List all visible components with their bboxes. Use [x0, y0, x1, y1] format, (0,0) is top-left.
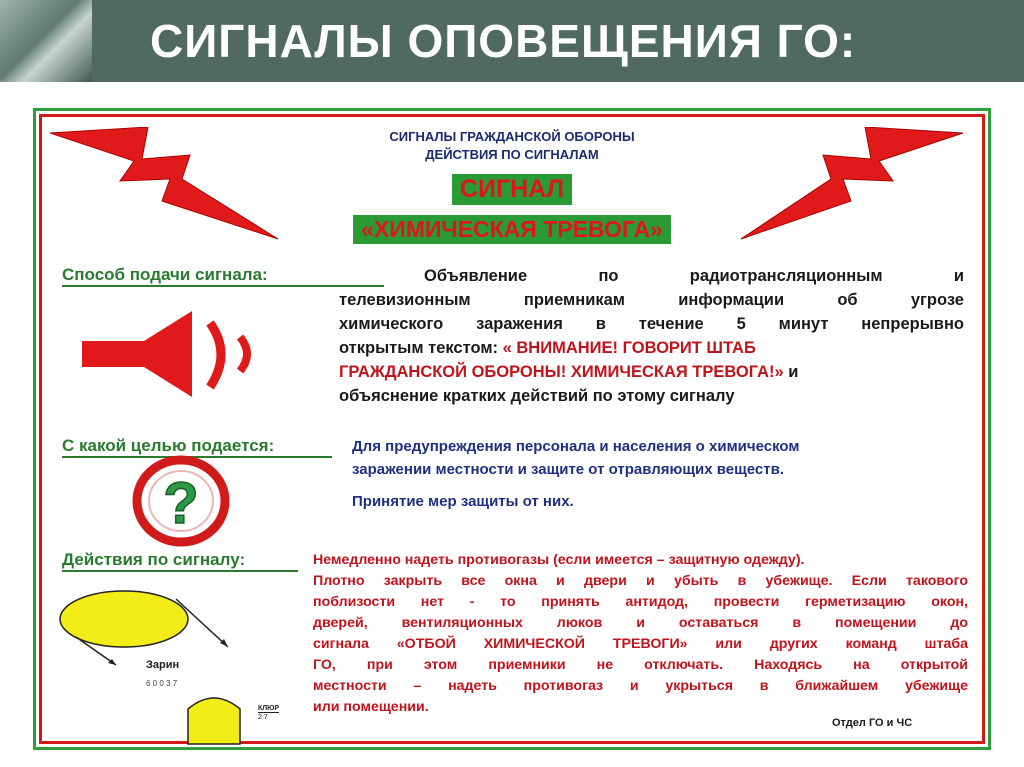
shelter-code-1: КЛЮР	[258, 705, 280, 712]
loudspeaker-icon	[82, 309, 272, 404]
svg-text:?: ?	[163, 471, 199, 536]
section-actions-line-3: поблизости нет - то принять антидод, провести герметизацию окон,	[313, 594, 968, 610]
chemical-cloud-icon	[56, 581, 246, 671]
section-actions-line-6: ГО, при этом приемники не отключать. Находясь на открытой	[313, 657, 968, 673]
section-method-line-4: открытым текстом: « ВНИМАНИЕ! ГОВОРИТ ШТАБ	[339, 339, 756, 357]
section-method-line-5: ГРАЖДАНСКОЙ ОБОРОНЫ! ХИМИЧЕСКАЯ ТРЕВОГА!» и	[339, 363, 799, 381]
signal-word	[36, 174, 988, 205]
agent-code: 6 0 0 3 7	[146, 679, 178, 688]
signal-name-text: «ХИМИЧЕСКАЯ ТРЕВОГА»	[353, 215, 671, 244]
section-purpose-label: С какой целью подается:	[62, 436, 332, 458]
shelter-code-2: 2 7	[258, 714, 268, 721]
section-actions-line-8: или помещении.	[313, 699, 429, 715]
section-method-label: Способ подачи сигнала:	[62, 265, 384, 287]
question-sign-icon	[132, 455, 232, 549]
poster-footer: Отдел ГО и ЧС	[832, 717, 913, 729]
section-purpose-line-1: Для предупреждения персонала и населения о химическом	[352, 438, 800, 455]
shelter-icon	[186, 687, 242, 745]
agent-label: Зарин	[146, 659, 180, 671]
section-actions-line-4: дверей, вентиляционных люков и оставаться в помещении до	[313, 615, 968, 631]
slide-title: СИГНАЛЫ ОПОВЕЩЕНИЯ ГО:	[150, 15, 857, 67]
signal-word-text: СИГНАЛ	[452, 174, 572, 205]
section-method-line-1: Объявление по радиотрансляционным и	[424, 267, 964, 285]
section-method-line-3: химического заражения в течение 5 минут непрерывно	[339, 315, 964, 333]
section-method-line-2: телевизионным приемникам информации об угрозе	[339, 291, 964, 309]
section-method-line-6: объяснение кратких действий по этому сигналу	[339, 387, 735, 405]
section-actions-line-5: сигнала «ОТБОЙ ХИМИЧЕСКОЙ ТРЕВОГИ» или других команд штаба	[313, 636, 968, 652]
section-actions-line-7: местности – надеть противогаз и укрыться в ближайшем убежище	[313, 678, 968, 694]
slide-thumbnail-image	[0, 0, 92, 82]
section-purpose-extra: Принятие мер защиты от них.	[352, 493, 574, 510]
poster-header-line-1: СИГНАЛЫ ГРАЖДАНСКОЙ ОБОРОНЫ	[389, 129, 635, 144]
civil-defense-poster	[33, 108, 991, 750]
signal-name	[36, 215, 988, 244]
section-actions-line-2: Плотно закрыть все окна и двери и убыть в убежище. Если такового	[313, 573, 968, 589]
section-actions-line-1: Немедленно надеть противогазы (если имеется – защитную одежду).	[313, 552, 805, 568]
section-purpose-line-2: заражении местности и защите от отравляющих веществ.	[352, 461, 784, 478]
poster-header-line-2: ДЕЙСТВИЯ ПО СИГНАЛАМ	[425, 147, 599, 162]
slide-title-bar	[0, 0, 1024, 82]
section-actions-label: Действия по сигналу:	[62, 550, 298, 572]
